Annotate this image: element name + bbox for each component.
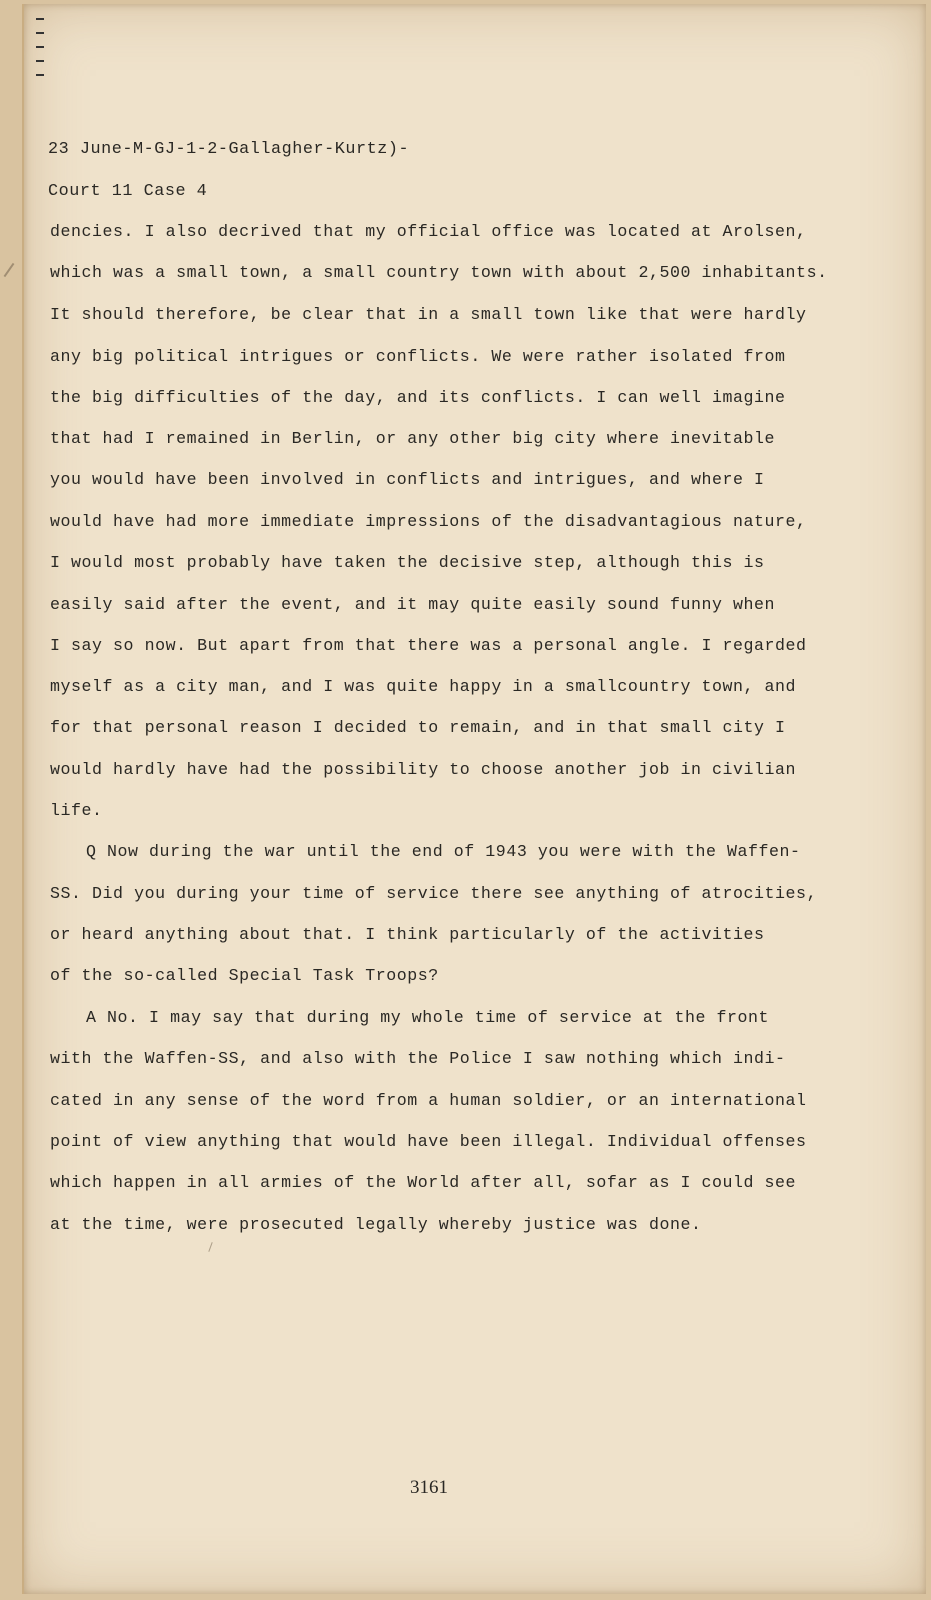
body-line: at the time, were prosecuted legally whereby justice was done. [50,1215,702,1234]
document-page [22,4,926,1594]
question-line: Q Now during the war until the end of 1943 you were with the Waffen- [86,842,801,861]
body-line: SS. Did you during your time of service there see anything of atrocities, [50,884,818,903]
body-line: I say so now. But apart from that there was a personal angle. I regarded [50,636,807,655]
body-line: point of view anything that would have been illegal. Individual offenses [50,1132,807,1151]
body-line: would hardly have had the possibility to choose another job in civilian [50,760,797,779]
body-line: easily said after the event, and it may quite easily sound funny when [50,595,776,614]
body-line: with the Waffen-SS, and also with the Police I saw nothing which indi- [50,1049,786,1068]
page-number: 3161 [410,1477,448,1498]
body-line: the big difficulties of the day, and its conflicts. I can well imagine [50,388,786,407]
body-line: myself as a city man, and I was quite happy in a smallcountry town, and [50,677,797,696]
body-line: dencies. I also decrived that my official office was located at Arolsen, [50,222,807,241]
body-line: you would have been involved in conflicts and intrigues, and where I [50,470,765,489]
header-line-2: Court 11 Case 4 [48,182,208,201]
body-line: of the so-called Special Task Troops? [50,966,439,985]
body-line: which was a small town, a small country town with about 2,500 inhabitants. [50,263,828,282]
pencil-mark [4,263,15,277]
body-line: that had I remained in Berlin, or any other big city where inevitable [50,429,776,448]
body-line: any big political intrigues or conflicts. We were rather isolated from [50,347,786,366]
body-line: for that personal reason I decided to remain, and in that small city I [50,718,786,737]
header-line-1: 23 June-M-GJ-1-2-Gallagher-Kurtz)- [48,140,410,159]
answer-line: A No. I may say that during my whole time of service at the front [86,1008,770,1027]
body-line: would have had more immediate impressions of the disadvantagious nature, [50,512,807,531]
body-line: I would most probably have taken the decisive step, although this is [50,553,765,572]
body-line: or heard anything about that. I think particularly of the activities [50,925,765,944]
body-line: which happen in all armies of the World after all, sofar as I could see [50,1173,797,1192]
pencil-mark [208,1242,212,1252]
body-line: It should therefore, be clear that in a small town like that were hardly [50,305,807,324]
body-line: cated in any sense of the word from a human soldier, or an international [50,1091,807,1110]
body-line: life. [50,801,103,820]
binder-marks [24,4,44,94]
